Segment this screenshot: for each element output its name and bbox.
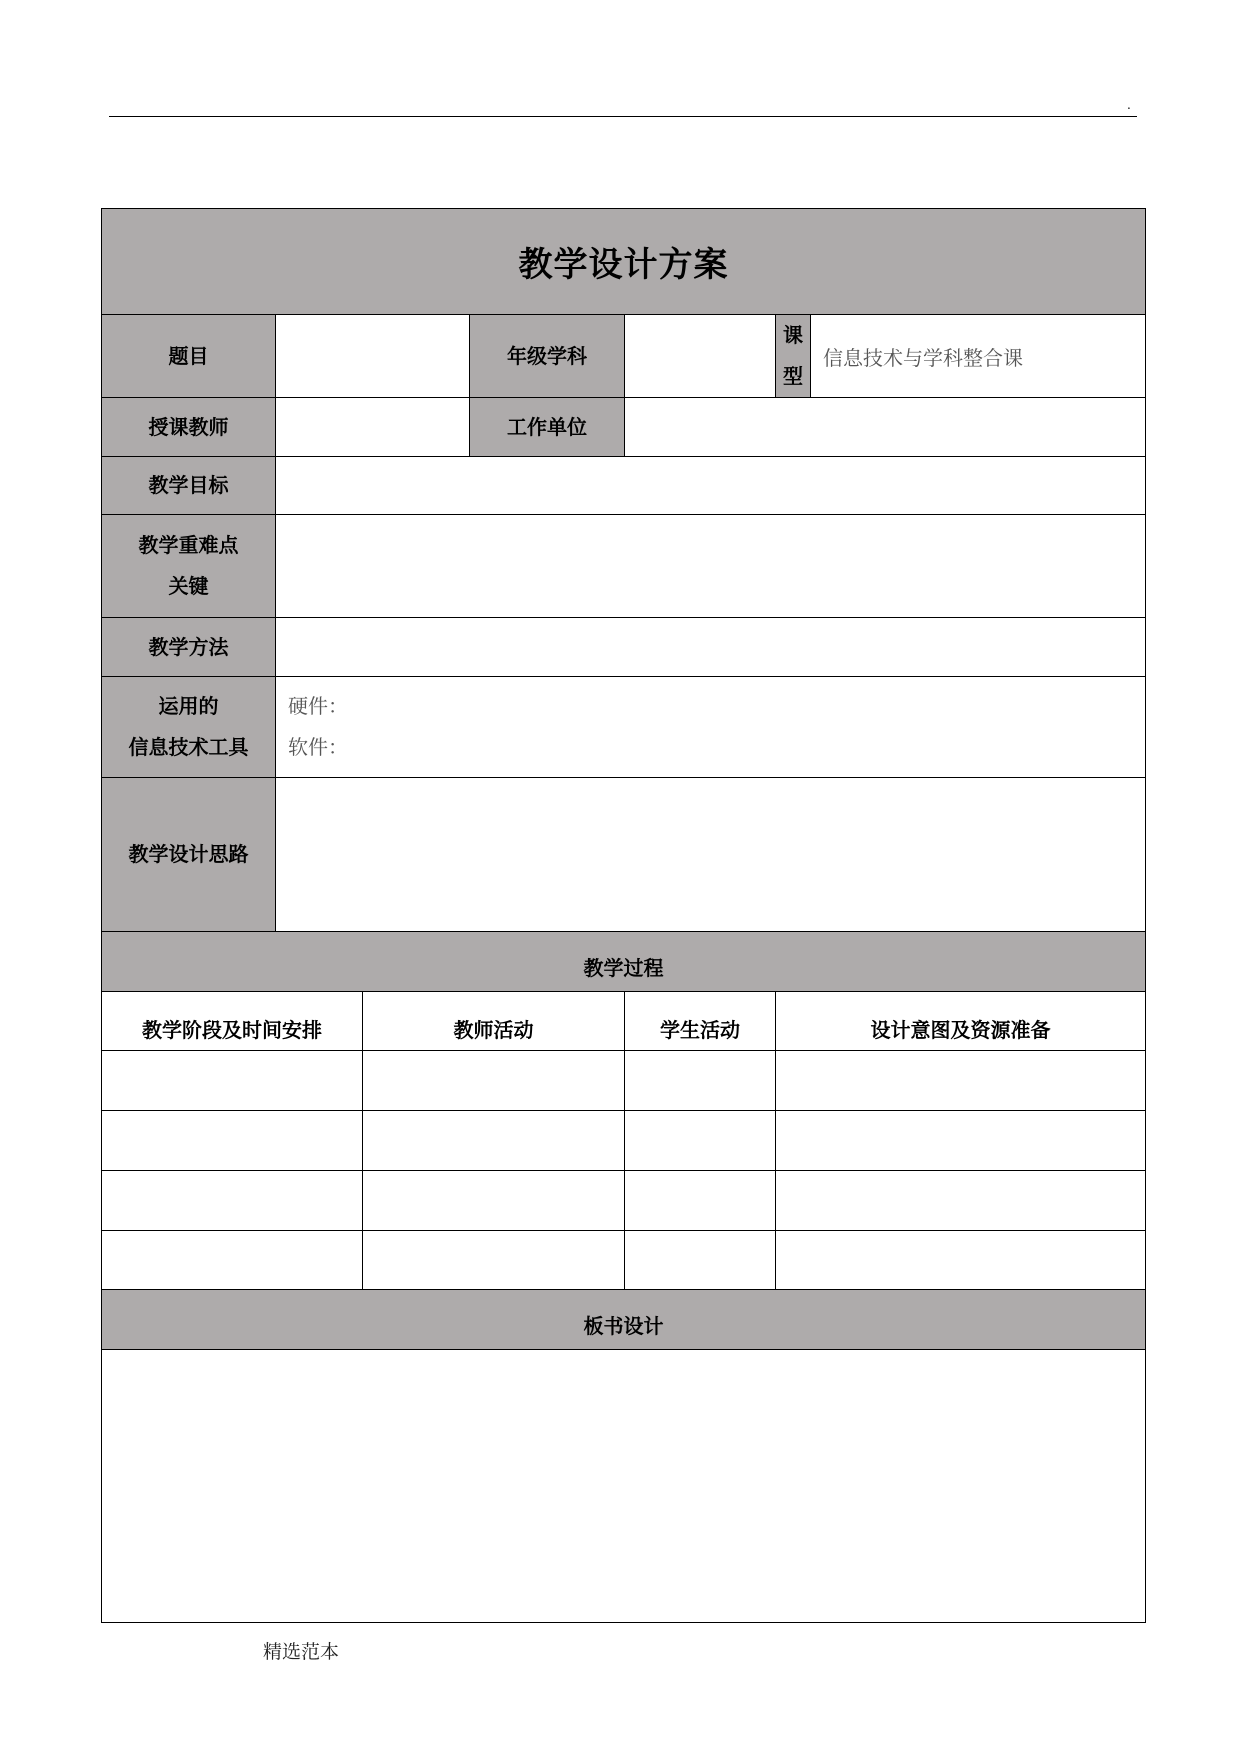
methods-label: 教学方法	[102, 618, 276, 677]
board-section-title: 板书设计	[102, 1290, 1146, 1350]
process-cell[interactable]	[102, 1231, 363, 1290]
grade-subject-field[interactable]	[625, 315, 776, 398]
process-col-student: 学生活动	[625, 992, 776, 1051]
grade-subject-label: 年级学科	[470, 315, 625, 398]
process-cell[interactable]	[102, 1111, 363, 1171]
work-unit-field[interactable]	[625, 398, 1146, 457]
process-cell[interactable]	[776, 1111, 1146, 1171]
key-points-field[interactable]	[276, 515, 1146, 618]
process-col-stage: 教学阶段及时间安排	[102, 992, 363, 1051]
key-points-label-line1: 教学重难点	[138, 533, 239, 557]
objectives-label: 教学目标	[102, 457, 276, 515]
it-tools-label	[102, 677, 276, 778]
lesson-type-label: 课型	[776, 315, 811, 398]
process-cell[interactable]	[625, 1231, 776, 1290]
process-cell[interactable]	[102, 1051, 363, 1111]
process-section-title: 教学过程	[102, 932, 1146, 992]
it-tools-field[interactable]	[276, 677, 1146, 778]
work-unit-label: 工作单位	[470, 398, 625, 457]
topic-label: 题目	[102, 315, 276, 398]
process-cell[interactable]	[363, 1111, 625, 1171]
methods-field[interactable]	[276, 618, 1146, 677]
process-cell[interactable]	[102, 1171, 363, 1231]
topic-field[interactable]	[276, 315, 470, 398]
lesson-type-value[interactable]: 信息技术与学科整合课	[811, 315, 1146, 398]
it-tools-label-line1: 运用的	[158, 694, 219, 718]
footer-text: 精选范本	[263, 1641, 340, 1663]
teacher-label: 授课教师	[102, 398, 276, 457]
key-points-label	[102, 515, 276, 618]
process-cell[interactable]	[625, 1111, 776, 1171]
process-col-design: 设计意图及资源准备	[776, 992, 1146, 1051]
header-rule	[109, 116, 1137, 117]
header-mark: .	[1127, 98, 1131, 112]
objectives-field[interactable]	[276, 457, 1146, 515]
process-cell[interactable]	[363, 1231, 625, 1290]
process-cell[interactable]	[625, 1171, 776, 1231]
process-cell[interactable]	[776, 1231, 1146, 1290]
hardware-label: 硬件：	[288, 694, 348, 718]
it-tools-label-line2: 信息技术工具	[128, 735, 249, 759]
lesson-plan-form	[101, 208, 1146, 1623]
board-design-area[interactable]	[102, 1350, 1146, 1623]
software-label: 软件：	[288, 735, 348, 759]
process-cell[interactable]	[625, 1051, 776, 1111]
process-cell[interactable]	[363, 1051, 625, 1111]
process-col-teacher: 教师活动	[363, 992, 625, 1051]
design-ideas-label: 教学设计思路	[102, 778, 276, 932]
teacher-field[interactable]	[276, 398, 470, 457]
process-cell[interactable]	[776, 1171, 1146, 1231]
key-points-label-line2: 关键	[168, 574, 209, 598]
process-cell[interactable]	[363, 1171, 625, 1231]
design-ideas-field[interactable]	[276, 778, 1146, 932]
form-title: 教学设计方案	[102, 209, 1146, 315]
process-cell[interactable]	[776, 1051, 1146, 1111]
